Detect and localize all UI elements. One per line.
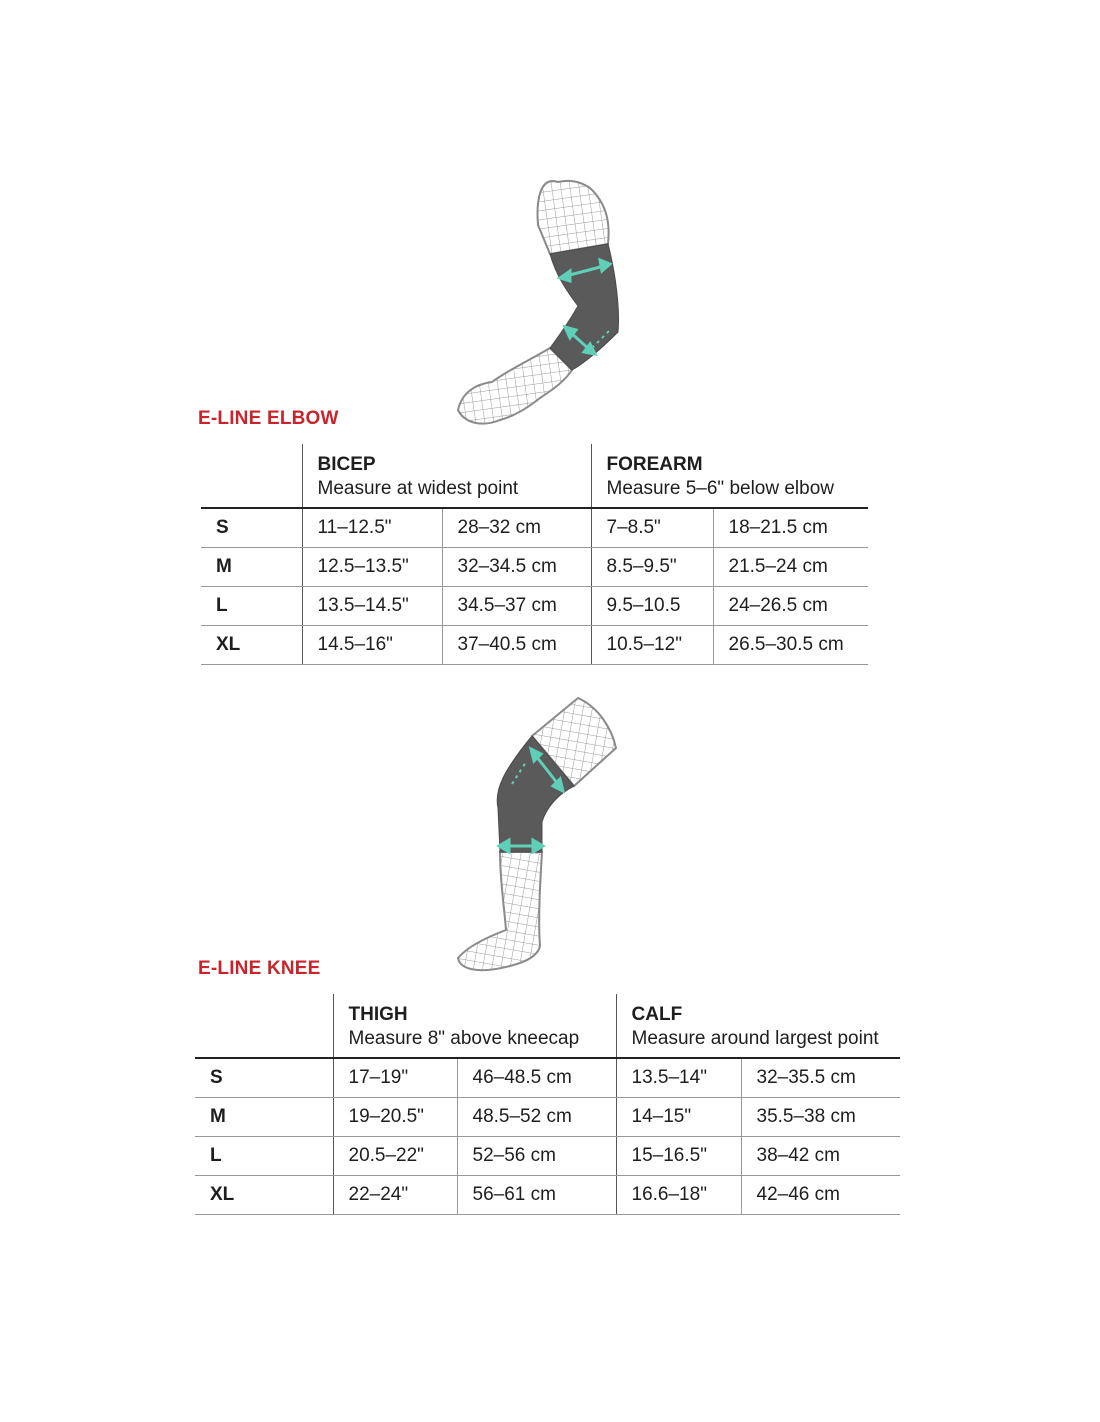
knee-size-table <box>195 994 900 1215</box>
table-cell: 10.5–12" <box>591 626 713 665</box>
elbow-sleeve-illustration-icon <box>440 170 650 445</box>
bicep-header <box>302 444 591 508</box>
group-name: CALF <box>631 1004 683 1025</box>
table-cell: 26.5–30.5 cm <box>713 626 868 665</box>
group-name: FOREARM <box>606 454 703 475</box>
table-cell: 21.5–24 cm <box>713 548 868 587</box>
table-row <box>201 508 868 548</box>
table-row <box>195 1058 900 1098</box>
table-cell: 13.5–14.5" <box>302 587 442 626</box>
table-cell: 32–34.5 cm <box>442 548 591 587</box>
table-cell: 14–15" <box>616 1098 741 1137</box>
table-cell: 37–40.5 cm <box>442 626 591 665</box>
table-row <box>201 626 868 665</box>
size-header-empty <box>201 444 302 508</box>
table-cell: 18–21.5 cm <box>713 508 868 548</box>
table-cell: 32–35.5 cm <box>741 1058 900 1098</box>
table-cell: 20.5–22" <box>333 1137 457 1176</box>
table-cell: 46–48.5 cm <box>457 1058 616 1098</box>
table-cell: 34.5–37 cm <box>442 587 591 626</box>
forearm-header <box>591 444 868 508</box>
table-cell: 48.5–52 cm <box>457 1098 616 1137</box>
table-cell: 7–8.5" <box>591 508 713 548</box>
size-label: L <box>195 1137 333 1176</box>
table-cell: 35.5–38 cm <box>741 1098 900 1137</box>
table-row <box>195 1176 900 1215</box>
table-cell: 12.5–13.5" <box>302 548 442 587</box>
table-cell: 22–24" <box>333 1176 457 1215</box>
table-cell: 9.5–10.5 <box>591 587 713 626</box>
size-label: M <box>195 1098 333 1137</box>
thigh-header <box>333 994 616 1058</box>
group-note: Measure 5–6" below elbow <box>606 478 835 499</box>
knee-section-title: E-LINE KNEE <box>198 958 321 979</box>
calf-header <box>616 994 900 1058</box>
table-header-row <box>195 994 900 1058</box>
size-label: L <box>201 587 302 626</box>
table-row <box>201 548 868 587</box>
table-cell: 11–12.5" <box>302 508 442 548</box>
table-row <box>195 1137 900 1176</box>
size-label: XL <box>195 1176 333 1215</box>
table-cell: 15–16.5" <box>616 1137 741 1176</box>
table-cell: 56–61 cm <box>457 1176 616 1215</box>
table-cell: 42–46 cm <box>741 1176 900 1215</box>
table-cell: 14.5–16" <box>302 626 442 665</box>
table-cell: 19–20.5" <box>333 1098 457 1137</box>
size-label: S <box>195 1058 333 1098</box>
group-name: BICEP <box>317 454 376 475</box>
table-cell: 38–42 cm <box>741 1137 900 1176</box>
table-cell: 13.5–14" <box>616 1058 741 1098</box>
group-note: Measure at widest point <box>317 478 519 499</box>
size-header-empty <box>195 994 333 1058</box>
group-name: THIGH <box>348 1004 408 1025</box>
table-cell: 28–32 cm <box>442 508 591 548</box>
table-row <box>201 587 868 626</box>
elbow-section-title: E-LINE ELBOW <box>198 408 339 429</box>
table-cell: 8.5–9.5" <box>591 548 713 587</box>
group-note: Measure 8" above kneecap <box>348 1028 580 1049</box>
size-label: XL <box>201 626 302 665</box>
table-cell: 52–56 cm <box>457 1137 616 1176</box>
size-label: M <box>201 548 302 587</box>
group-note: Measure around largest point <box>631 1028 879 1049</box>
elbow-size-table <box>201 444 868 665</box>
table-row <box>195 1098 900 1137</box>
table-cell: 16.6–18" <box>616 1176 741 1215</box>
size-label: S <box>201 508 302 548</box>
table-cell: 24–26.5 cm <box>713 587 868 626</box>
knee-sleeve-illustration-icon <box>440 690 640 980</box>
table-header-row <box>201 444 868 508</box>
table-cell: 17–19" <box>333 1058 457 1098</box>
